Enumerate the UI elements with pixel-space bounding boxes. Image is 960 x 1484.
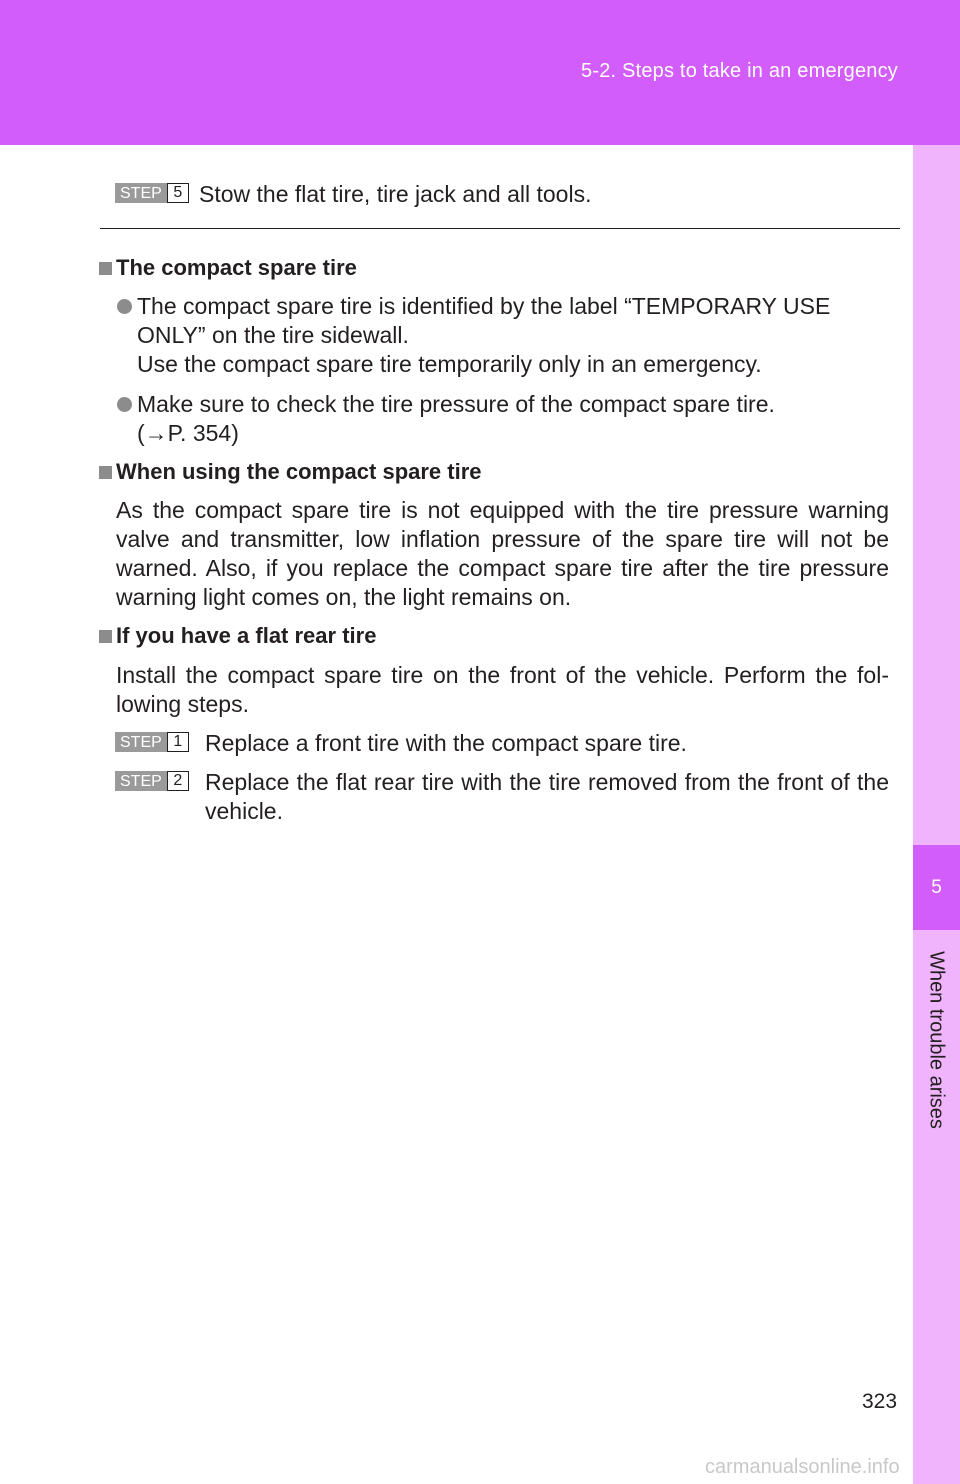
page-header [0, 0, 960, 145]
when-using-paragraph: As the compact spare tire is not equipped with the tire pressure warning valve and transmitter, low inflation pressure of the spare tire will not be warned. Also, if you replace the compact spare tire after the tire pressure warning light comes on, the light remains on. [116, 497, 889, 610]
divider [100, 228, 900, 229]
step-1-text: Replace a front tire with the compact spare tire. [205, 730, 687, 756]
heading-square-icon [99, 630, 112, 643]
heading-square-icon [99, 466, 112, 479]
heading-flat-rear-tire: If you have a flat rear tire [116, 623, 377, 648]
flat-rear-paragraph: Install the compact spare tire on the front of the vehicle. Perform the fol-lowing steps. [116, 662, 889, 717]
page-number: 323 [862, 1390, 898, 1413]
side-tab-upper [913, 145, 960, 845]
step-2-badge [115, 771, 189, 791]
step-2-text: Replace the flat rear tire with the tire removed from the front of the vehicle. [205, 769, 889, 824]
heading-when-using: When using the compact spare tire [116, 459, 482, 484]
section-title: 5-2. Steps to take in an emergency [581, 60, 898, 82]
step-5-text: Stow the flat tire, tire jack and all tools. [199, 181, 592, 207]
step-number: 2 [167, 771, 189, 791]
bullet-icon [117, 299, 132, 314]
page-reference-link[interactable]: (→P. 354) [137, 420, 239, 446]
chapter-number-tab[interactable]: 5 [913, 845, 960, 930]
compact-bullet-1-line-1: The compact spare tire is identified by the label “TEMPORARY USE [137, 293, 831, 319]
footer-watermark: carmanualsonline.info [705, 1456, 900, 1478]
compact-bullet-1-line-3: Use the compact spare tire temporarily only in an emergency. [137, 351, 762, 377]
step-1-badge [115, 732, 189, 752]
step-word: STEP [115, 732, 167, 752]
step-number: 1 [167, 732, 189, 752]
compact-bullet-2-line-1: Make sure to check the tire pressure of the compact spare tire. [137, 391, 775, 417]
compact-bullet-1-line-2: ONLY” on the tire sidewall. [137, 322, 409, 348]
bullet-icon [117, 397, 132, 412]
step-word: STEP [115, 183, 167, 203]
step-5-badge [115, 183, 189, 203]
chapter-label: When trouble arises [925, 951, 948, 1129]
step-word: STEP [115, 771, 167, 791]
heading-compact-spare-tire: The compact spare tire [116, 255, 357, 280]
heading-square-icon [99, 262, 112, 275]
step-number: 5 [167, 183, 189, 203]
